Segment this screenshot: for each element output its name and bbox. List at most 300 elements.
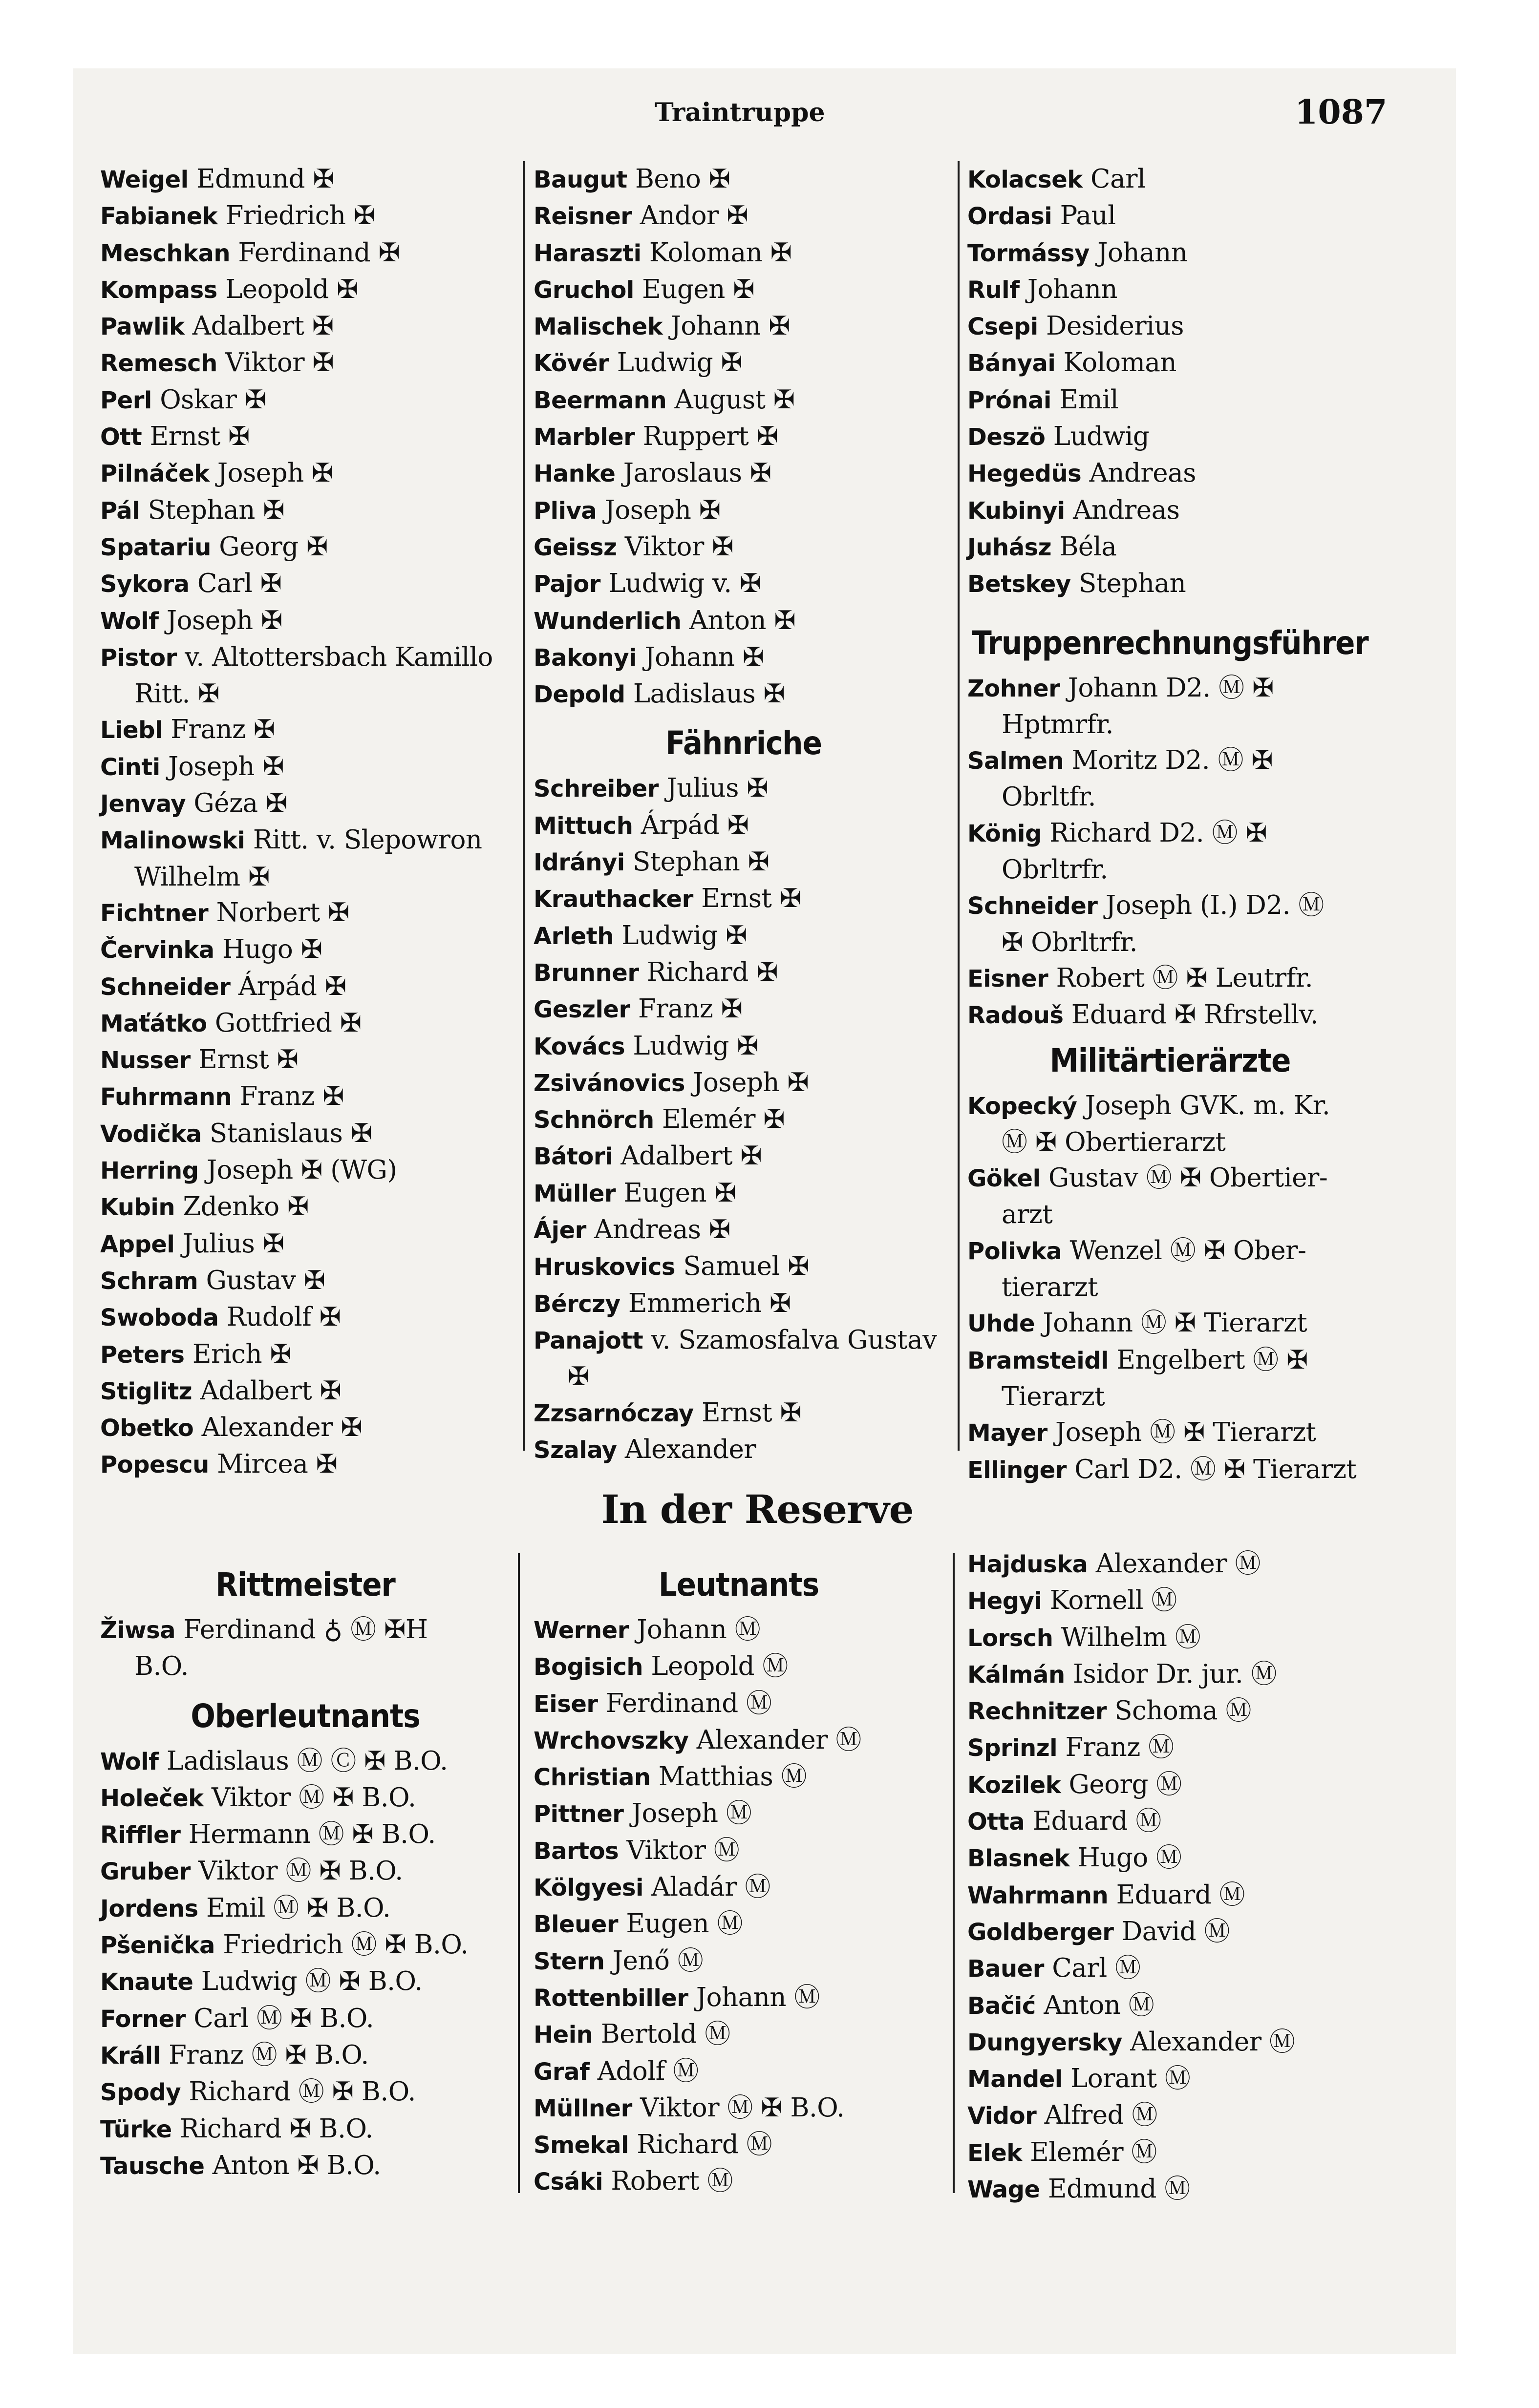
surname: Müller [534,1180,616,1207]
surname: König [967,820,1042,847]
given-name-and-decorations: Leopold ✠ [217,274,359,304]
list-item [534,235,954,272]
given-name-and-decorations: Andreas ✠ [586,1215,730,1245]
list-item [534,844,954,881]
list-item [100,1226,520,1263]
list-item [534,529,954,566]
given-name-and-decorations: Franz Ⓜ ✠ B.O. [160,2040,369,2070]
surname: Ellinger [967,1456,1067,1484]
list-item [967,2061,1373,2097]
name-list [100,161,520,1483]
given-name-and-decorations: Georg ✠ [211,531,328,562]
list-item [967,1950,1373,1987]
list-item [534,1286,954,1322]
surname: Eisner [967,965,1048,993]
list-item: Obrltfr. [1002,782,1096,812]
list-item [967,235,1373,272]
surname: Pistor [100,644,177,672]
list-item [100,1189,520,1225]
list-item [100,639,520,676]
given-name-and-decorations: Jenő Ⓜ [604,1945,704,1976]
list-item: Obrltrfr. [1002,855,1108,885]
given-name-and-decorations: v. Altottersbach Kamillo [176,642,493,672]
surname: Kölgyesi [534,1874,644,1902]
list-item [967,1620,1373,1656]
surname: Pál [100,497,140,525]
given-name-and-decorations: Eduard Ⓜ [1025,1806,1161,1837]
surname: Obetko [100,1415,194,1442]
list-item [534,1065,954,1101]
surname: Kolacsek [967,166,1083,193]
surname: Prónai [967,386,1051,414]
given-name-and-decorations: Johann D2. Ⓜ ✠ [1060,673,1274,703]
given-name-and-decorations: August ✠ [666,384,795,415]
list-item [100,1780,511,1817]
surname: Stiglitz [100,1377,192,1405]
list-item [967,815,1373,852]
given-name-and-decorations: Joseph ✠ (WG) [198,1155,397,1185]
surname: Zsivánovics [534,1069,685,1097]
surname: Peters [100,1341,185,1369]
list-item [100,308,520,345]
list-item [967,2134,1373,2171]
list-item [534,455,954,492]
given-name-and-decorations: Emil Ⓜ ✠ B.O. [198,1893,391,1923]
list-item [100,345,520,381]
given-name-and-decorations: Adalbert ✠ [613,1141,762,1171]
surname: Reisner [534,203,632,231]
surname: Blasnek [967,1845,1070,1873]
surname: Zohner [967,675,1060,702]
given-name-and-decorations: Gustav ✠ [198,1265,325,1295]
surname: Wrchovszky [534,1727,689,1754]
list-item [100,749,520,785]
given-name-and-decorations: Eduard Ⓜ [1108,1880,1245,1910]
list-item [967,1233,1373,1269]
list-item [534,161,954,198]
surname: Ott [100,423,142,451]
given-name-and-decorations: Franz ✠ [630,994,743,1024]
surname: Stern [534,1947,605,1975]
list-item [534,1101,954,1138]
name-list [100,1743,511,2185]
given-name-and-decorations: Béla [1051,531,1117,562]
list-item [100,1410,520,1446]
surname: Knaute [100,1968,193,1996]
list-item [100,1446,520,1483]
list-item [100,2148,511,2184]
surname: Schram [100,1267,198,1295]
surname: Goldberger [967,1918,1114,1946]
name-list [100,1612,511,1685]
list-item [967,2171,1373,2208]
given-name-and-decorations: Ferdinand Ⓜ [598,1688,772,1718]
surname: Bartos [534,1837,619,1865]
given-name-and-decorations: Gottfried ✠ [207,1008,362,1038]
surname: Bátori [534,1143,613,1171]
name-list [534,161,954,713]
given-name-and-decorations: Joseph Ⓜ [623,1798,752,1829]
surname: Hruskovics [534,1253,675,1281]
list-item [967,198,1373,234]
list-item [967,1415,1373,1451]
list-item [534,492,954,529]
surname: Christian [534,1764,651,1792]
surname: Kozilek [967,1771,1061,1799]
given-name-and-decorations: Anton ✠ B.O. [204,2150,381,2180]
surname: Tausche [100,2152,205,2180]
surname: Elek [967,2139,1022,2167]
heading-oberleutnants: Oberleutnants [191,1697,420,1735]
given-name-and-decorations: Géza ✠ [186,788,287,819]
list-item [534,1795,944,1832]
surname: Eiser [534,1690,598,1718]
name-list [967,1546,1373,2208]
given-name-and-decorations: Hugo Ⓜ [1069,1843,1182,1873]
surname: Türke [100,2115,172,2143]
list-item [534,1175,954,1212]
surname: Herring [100,1157,199,1185]
given-name-and-decorations: Viktor Ⓜ ✠ B.O. [203,1782,416,1813]
surname: Kálmán [967,1661,1065,1689]
given-name-and-decorations: Ernst ✠ [693,884,801,914]
list-item [100,712,520,748]
list-item [534,1432,954,1468]
list-item [534,272,954,308]
list-item [534,676,954,713]
surname: Wahrmann [967,1881,1109,1909]
given-name-and-decorations: Ladislaus ✠ [625,679,785,709]
list-item [967,308,1373,345]
name-list [534,770,954,1468]
list-item [967,1546,1373,1583]
given-name-and-decorations: Ferdinand ✠ [230,237,400,268]
given-name-and-decorations: Johann [1019,274,1117,304]
surname: Csáki [534,2168,603,2196]
list-item: B.O. [134,1651,189,1682]
given-name-and-decorations: Gustav Ⓜ ✠ Obertier- [1040,1163,1328,1193]
given-name-and-decorations: Richard D2. Ⓜ ✠ [1041,818,1267,848]
list-item: arzt [1002,1200,1053,1230]
given-name-and-decorations: Carl D2. Ⓜ ✠ Tierarzt [1066,1454,1357,1484]
surname: Sykora [100,570,190,598]
list-item [967,1160,1373,1197]
surname: Tormássy [967,239,1090,267]
list-item [967,1583,1373,1619]
given-name-and-decorations: Ladislaus Ⓜ Ⓒ ✠ B.O. [158,1746,448,1776]
list-item [100,969,520,1005]
surname: Jenvay [100,790,186,818]
given-name-and-decorations: Desiderius [1038,311,1184,341]
given-name-and-decorations: Ritt. v. Slepowron [245,825,482,855]
surname: Baugut [534,166,627,193]
list-item [534,770,954,807]
surname: Deszö [967,423,1046,451]
surname: Juhász [967,533,1052,561]
list-item [967,1088,1373,1124]
surname: Kubinyi [967,497,1065,525]
surname: Wunderlich [534,607,682,635]
given-name-and-decorations: Joseph ✠ [597,495,721,525]
surname: Graf [534,2058,590,2086]
given-name-and-decorations: Ludwig v. ✠ [600,569,761,599]
list-item [100,529,520,566]
reserve-column-2 [534,1558,944,2200]
given-name-and-decorations: Stephan ✠ [140,495,285,525]
surname: Krauthacker [534,886,693,913]
list-item [534,881,954,917]
given-name-and-decorations: Edmund Ⓜ [1040,2174,1190,2204]
given-name-and-decorations: Zdenko ✠ [175,1192,309,1222]
surname: Uhde [967,1310,1035,1338]
surname: Červinka [100,936,214,964]
surname: Bakonyi [534,644,637,672]
surname: Riffler [100,1821,181,1849]
given-name-and-decorations: Schoma Ⓜ [1106,1696,1251,1726]
given-name-and-decorations: Aladár Ⓜ [643,1872,770,1902]
given-name-and-decorations: Eugen Ⓜ [618,1909,743,1939]
given-name-and-decorations: Alexander Ⓜ [688,1725,861,1755]
given-name-and-decorations: Koloman ✠ [641,237,792,268]
list-item [100,382,520,419]
list-item [967,2024,1373,2061]
list-item [967,887,1373,924]
surname: Salmen [967,747,1064,775]
surname: Bleuer [534,1911,618,1939]
list-item [967,1452,1373,1488]
given-name-and-decorations: Alfred Ⓜ [1036,2100,1157,2131]
given-name-and-decorations: Kornell Ⓜ [1042,1585,1177,1616]
given-name-and-decorations: Carl ✠ [189,569,282,599]
given-name-and-decorations: Joseph ✠ [209,458,333,488]
given-name-and-decorations: Ernst ✠ [190,1045,299,1075]
surname: Sprinzl [967,1734,1058,1762]
list-item [100,419,520,455]
given-name-and-decorations: Richard ✠ [639,957,778,987]
list-item [100,1964,511,2000]
list-item [534,2016,944,2053]
given-name-and-decorations: Alexander Ⓜ [1122,2027,1295,2057]
given-name-and-decorations: Emil [1051,384,1119,415]
surname: Nusser [100,1047,191,1075]
given-name-and-decorations: Adalbert ✠ [192,1375,342,1406]
given-name-and-decorations: Stephan [1070,569,1186,599]
column-2 [534,161,954,1468]
list-item [967,1987,1373,2024]
list-item [100,2037,511,2074]
given-name-and-decorations: Ludwig Ⓜ ✠ B.O. [193,1966,423,1997]
given-name-and-decorations: Isidor Dr. jur. Ⓜ [1065,1659,1277,1689]
list-item [100,1336,520,1373]
list-item [534,1248,954,1285]
surname: Pawlik [100,313,185,341]
surname: Lorsch [967,1624,1053,1652]
given-name-and-decorations: Andreas [1065,495,1180,525]
list-item: Wilhelm ✠ [134,862,270,892]
list-item [534,382,954,419]
given-name-and-decorations: Bertold Ⓜ [593,2019,730,2049]
given-name-and-decorations: Árpád ✠ [633,810,749,840]
given-name-and-decorations: Andor ✠ [632,201,748,231]
list-item [100,603,520,639]
given-name-and-decorations: Julius ✠ [174,1228,284,1259]
given-name-and-decorations: Eugen ✠ [616,1178,736,1208]
surname: Vidor [967,2102,1037,2130]
running-title: Traintruppe [655,98,825,127]
surname: Kopecký [967,1092,1077,1120]
given-name-and-decorations: Friedrich ✠ [217,201,375,231]
surname: Arleth [534,922,614,950]
given-name-and-decorations: Richard Ⓜ [628,2130,772,2160]
list-item [100,2001,511,2037]
given-name-and-decorations: Richard ✠ B.O. [171,2113,373,2144]
given-name-and-decorations: Matthias Ⓜ [650,1762,807,1792]
list-item [967,1342,1373,1379]
list-item [534,1028,954,1065]
list-item [100,1152,520,1189]
given-name-and-decorations: Joseph GVK. m. Kr. [1077,1090,1330,1120]
surname: Meschkan [100,239,230,267]
list-item [967,455,1373,492]
surname: Geissz [534,533,617,561]
list-item [967,345,1373,381]
surname: Ordasi [967,203,1052,231]
column-rule [958,161,960,1451]
list-item [534,2090,944,2127]
list-item [100,1817,511,1853]
given-name-and-decorations: Stephan ✠ [624,847,770,877]
given-name-and-decorations: Georg Ⓜ [1061,1769,1182,1799]
surname: Wolf [100,1748,159,1775]
list-item [100,1743,511,1780]
heading-leutnants: Leutnants [658,1566,819,1604]
given-name-and-decorations: Julius ✠ [658,773,769,803]
list-item: Hptmrfr. [1002,709,1114,739]
given-name-and-decorations: Robert Ⓜ [603,2166,733,2197]
given-name-and-decorations: Eduard ✠ Rfrstellv. [1063,1000,1319,1030]
list-item [534,1648,944,1685]
surname: Holeček [100,1784,204,1812]
given-name-and-decorations: Wilhelm Ⓜ [1053,1622,1201,1652]
given-name-and-decorations: Wenzel Ⓜ ✠ Ober- [1062,1235,1306,1266]
surname: Popescu [100,1451,209,1479]
list-item [100,235,520,272]
given-name-and-decorations: Elemér Ⓜ [1022,2137,1157,2167]
surname: Žiwsa [100,1617,176,1644]
surname: Malinowski [100,827,245,855]
list-item [967,1656,1373,1693]
surname: Hanke [534,460,616,488]
given-name-and-decorations: Mircea ✠ [209,1449,338,1479]
surname: Hegyi [967,1587,1042,1615]
surname: Idrányi [534,849,625,877]
surname: Mayer [967,1419,1047,1447]
surname: Hein [534,2021,593,2049]
given-name-and-decorations: Elemér ✠ [654,1104,785,1135]
given-name-and-decorations: Ruppert ✠ [635,422,778,452]
surname: Polivka [967,1237,1062,1265]
surname: Gökel [967,1165,1041,1193]
given-name-and-decorations: Alexander ✠ [193,1413,363,1443]
list-item [967,492,1373,529]
surname: Otta [967,1808,1025,1836]
list-item [534,1722,944,1759]
column-rule [518,1553,520,2193]
given-name-and-decorations: Anton Ⓜ [1035,1990,1154,2020]
surname: Bačić [967,1992,1036,2020]
list-item: Ⓜ ✠ Obertierarzt [1002,1127,1226,1157]
surname: Rulf [967,276,1020,304]
surname: Maťátko [100,1010,207,1037]
list-item [100,1005,520,1042]
given-name-and-decorations: Anton ✠ [681,605,796,635]
surname: Bányai [967,350,1056,378]
given-name-and-decorations: Viktor Ⓜ [619,1835,740,1865]
list-item [967,670,1373,707]
surname: Bérczy [534,1290,620,1318]
list-item [967,161,1373,198]
surname: Brunner [534,959,639,987]
surname: Müllner [534,2094,632,2122]
list-item [534,1686,944,1722]
list-item [534,1906,944,1943]
surname: Bauer [967,1955,1044,1983]
list-item [100,1116,520,1152]
list-item [534,918,954,954]
list-item [534,1943,944,1980]
list-item [534,639,954,676]
column-1 [100,161,520,1483]
given-name-and-decorations: Ferdinand ♁ Ⓜ ✠H [175,1615,428,1645]
surname: Králl [100,2042,161,2070]
surname: Schneider [100,973,231,1001]
surname: Fuhrmann [100,1083,232,1111]
surname: Forner [100,2005,186,2033]
given-name-and-decorations: Johann ✠ [663,311,790,341]
list-item [534,603,954,639]
given-name-and-decorations: Ludwig ✠ [609,348,743,378]
list-item [534,2127,944,2163]
given-name-and-decorations: Andreas [1081,458,1196,488]
list-item [967,1730,1373,1766]
surname: Schreiber [534,775,659,803]
list-item [100,272,520,308]
given-name-and-decorations: Johann [1089,237,1188,268]
list-item [100,1890,511,1927]
list-item [534,1212,954,1248]
list-item [534,1395,954,1432]
list-item [100,566,520,602]
surname: Remesch [100,350,217,378]
surname: Pliva [534,497,597,525]
list-item [534,1612,944,1648]
surname: Hajduska [967,1551,1088,1578]
given-name-and-decorations: Franz ✠ [162,715,275,745]
surname: Kompass [100,276,217,304]
list-item [534,2163,944,2200]
given-name-and-decorations: Richard Ⓜ ✠ B.O. [181,2077,416,2107]
heading-militaertieraerzte: Militärtierärzte [1049,1041,1291,1079]
given-name-and-decorations: Moritz D2. Ⓜ ✠ [1064,745,1273,776]
surname: Haraszti [534,239,641,267]
name-list [967,1088,1373,1488]
given-name-and-decorations: Carl Ⓜ ✠ B.O. [185,2003,374,2033]
given-name-and-decorations: Joseph Ⓜ ✠ Tierarzt [1047,1417,1316,1448]
list-item [967,960,1373,997]
surname: Szalay [534,1436,617,1464]
heading-rittmeister: Rittmeister [215,1566,395,1604]
reserve-column-1 [100,1558,511,2184]
